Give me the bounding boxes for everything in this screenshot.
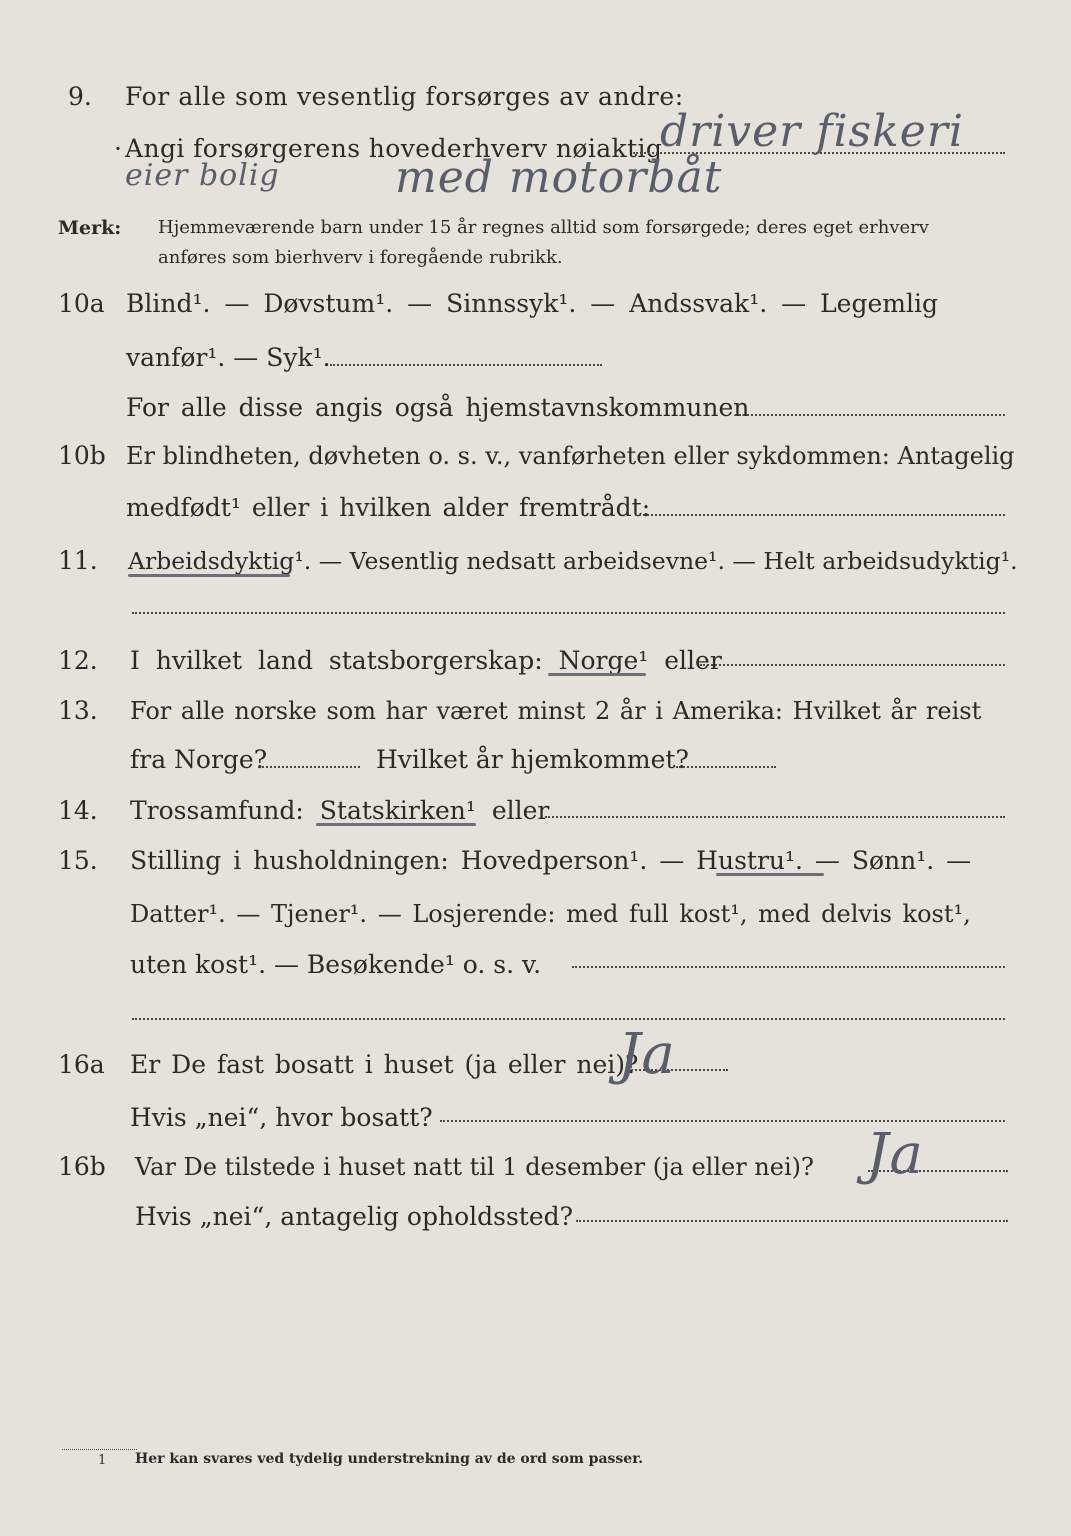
q16b-number: 16b (58, 1152, 106, 1181)
q10a-line3: For alle disse angis også hjemstavnskommunen (126, 393, 750, 422)
q15-number: 15. (58, 846, 98, 875)
q9-handwritten-answer-1: driver fiskeri (660, 106, 964, 157)
q12-underline-norge (548, 673, 646, 676)
q13-hjemkommet-line (676, 766, 776, 768)
q9-bullet: · (114, 134, 122, 163)
q15-line1: Stilling i husholdningen: Hovedperson¹. — Hustru¹. — Sønn¹. — (130, 846, 972, 875)
q13-line2a: fra Norge? (130, 745, 268, 774)
footnote-rule (62, 1449, 137, 1450)
q12-line1: I hvilket land statsborgerskap: Norge¹ eller (130, 646, 722, 675)
q16a-handwritten-answer: Ja (618, 1022, 676, 1087)
q13-reist-line (258, 766, 360, 768)
q11-number: 11. (58, 546, 98, 575)
merk-label: Merk: (58, 217, 122, 239)
q14-number: 14. (58, 796, 98, 825)
q9-number: 9. (68, 82, 92, 111)
q13-line2b: Hvilket år hjemkommet? (376, 745, 689, 774)
q13-number: 13. (58, 696, 98, 725)
footnote-mark: 1 (98, 1453, 107, 1468)
q10a-line2: vanfør¹. — Syk¹. (126, 343, 331, 372)
merk-line1: Hjemmeværende barn under 15 år regnes alltid som forsørgede; deres eget erhverv (158, 217, 929, 238)
q10b-answer-line (635, 514, 1005, 516)
q12-answer-line (700, 664, 1005, 666)
q14-underline-statskirken (316, 823, 476, 826)
q13-line1: For alle norske som har været minst 2 år i Amerika: Hvilket år reist (130, 697, 982, 725)
q16a-line2: Hvis „nei“, hvor bosatt? (130, 1103, 433, 1132)
merk-line2: anføres som bierhverv i foregående rubrikk. (158, 247, 563, 268)
q15-line3: uten kost¹. — Besøkende¹ o. s. v. (130, 950, 542, 979)
q15-underline-hustru (716, 873, 824, 876)
q10a-hjemstavn-line (735, 414, 1005, 416)
q9-line2: Angi forsørgerens hovederhverv nøiaktig (125, 134, 663, 163)
q9-handwritten-answer-2b: med motorbåt (395, 152, 723, 203)
q10a-line1: Blind¹. — Døvstum¹. — Sinnssyk¹. — Andssvak¹. — Legemlig (126, 289, 938, 318)
q16b-opholdssted-line (576, 1220, 1008, 1222)
q12-number: 12. (58, 646, 98, 675)
q14-answer-line (545, 816, 1005, 818)
q9-handwritten-answer-2a: eier bolig (125, 158, 280, 193)
q10b-number: 10b (58, 441, 106, 470)
q9-line1: For alle som vesentlig forsørges av andre: (125, 82, 684, 111)
q16b-line1: Var De tilstede i huset natt til 1 desember (ja eller nei)? (135, 1153, 814, 1181)
q16b-handwritten-answer: Ja (866, 1122, 924, 1187)
q10a-syk-line (330, 364, 602, 366)
q10a-number: 10a (58, 289, 105, 318)
q11-underline-arbeidsdyktig (128, 574, 290, 577)
q15-answer-line-1 (572, 966, 1005, 968)
footnote-text: Her kan svares ved tydelig understrekning av de ord som passer. (135, 1451, 644, 1467)
q10b-line2: medfødt¹ eller i hvilken alder fremtrådt: (126, 493, 651, 522)
q11-answer-line (132, 612, 1005, 614)
q15-answer-line-2 (132, 1018, 1005, 1020)
q11-line1: Arbeidsdyktig¹. — Vesentlig nedsatt arbeidsevne¹. — Helt arbeidsudyktig¹. (128, 547, 1018, 575)
q10b-line1: Er blindheten, døvheten o. s. v., vanførheten eller sykdommen: Antagelig (126, 442, 1015, 470)
q16b-line2: Hvis „nei“, antagelig opholdssted? (135, 1202, 574, 1231)
q16a-number: 16a (58, 1050, 105, 1079)
q15-line2: Datter¹. — Tjener¹. — Losjerende: med full kost¹, med delvis kost¹, (130, 900, 971, 928)
q14-line1: Trossamfund: Statskirken¹ eller (130, 796, 550, 825)
q16a-line1: Er De fast bosatt i huset (ja eller nei)? (130, 1050, 639, 1079)
